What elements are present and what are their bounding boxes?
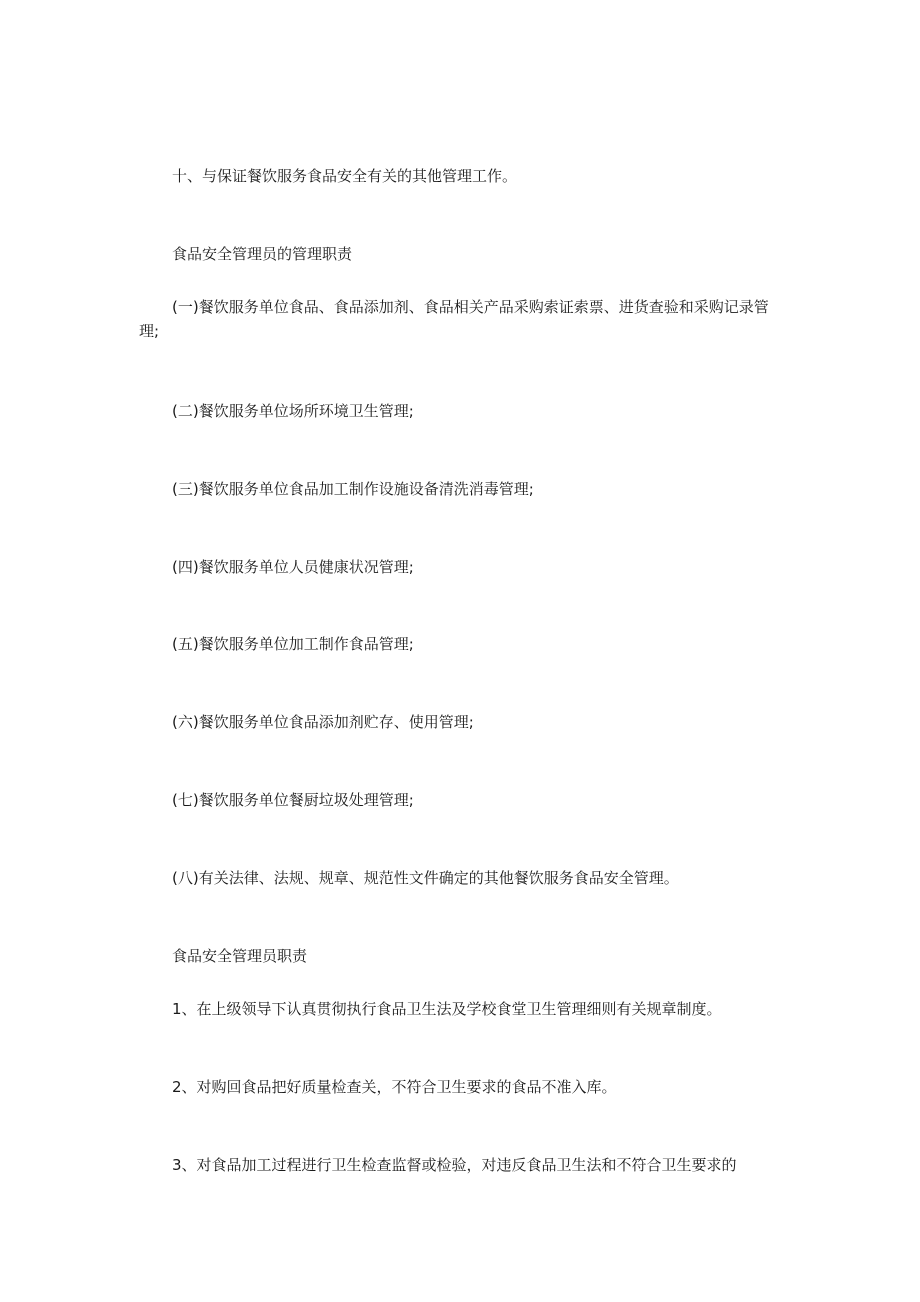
- paragraph-item-2: (二)餐饮服务单位场所环境卫生管理;: [172, 402, 414, 420]
- paragraph-item-6: (六)餐饮服务单位食品添加剂贮存、使用管理;: [172, 713, 474, 731]
- section-heading-manager-duties: 食品安全管理员的管理职责: [172, 245, 353, 263]
- paragraph-item-8: (八)有关法律、法规、规章、规范性文件确定的其他餐饮服务食品安全管理。: [172, 869, 679, 887]
- section-heading-manager-responsibilities: 食品安全管理员职责: [172, 947, 308, 965]
- paragraph-duty-2: 2、对购回食品把好质量检查关，不符合卫生要求的食品不准入库。: [172, 1078, 617, 1096]
- paragraph-item-ten: 十、与保证餐饮服务食品安全有关的其他管理工作。: [172, 167, 518, 185]
- paragraph-item-3: (三)餐饮服务单位食品加工制作设施设备清洗消毒管理;: [172, 480, 534, 498]
- paragraph-duty-3: 3、对食品加工过程进行卫生检查监督或检验，对违反食品卫生法和不符合卫生要求的: [172, 1156, 737, 1174]
- paragraph-item-7: (七)餐饮服务单位餐厨垃圾处理管理;: [172, 791, 414, 809]
- paragraph-item-1: (一)餐饮服务单位食品、食品添加剂、食品相关产品采购索证索票、进货查验和采购记录管理;: [139, 298, 769, 340]
- paragraph-item-4: (四)餐饮服务单位人员健康状况管理;: [172, 558, 414, 576]
- paragraph-duty-1: 1、在上级领导下认真贯彻执行食品卫生法及学校食堂卫生管理细则有关规章制度。: [172, 1000, 722, 1018]
- paragraph-item-5: (五)餐饮服务单位加工制作食品管理;: [172, 635, 414, 653]
